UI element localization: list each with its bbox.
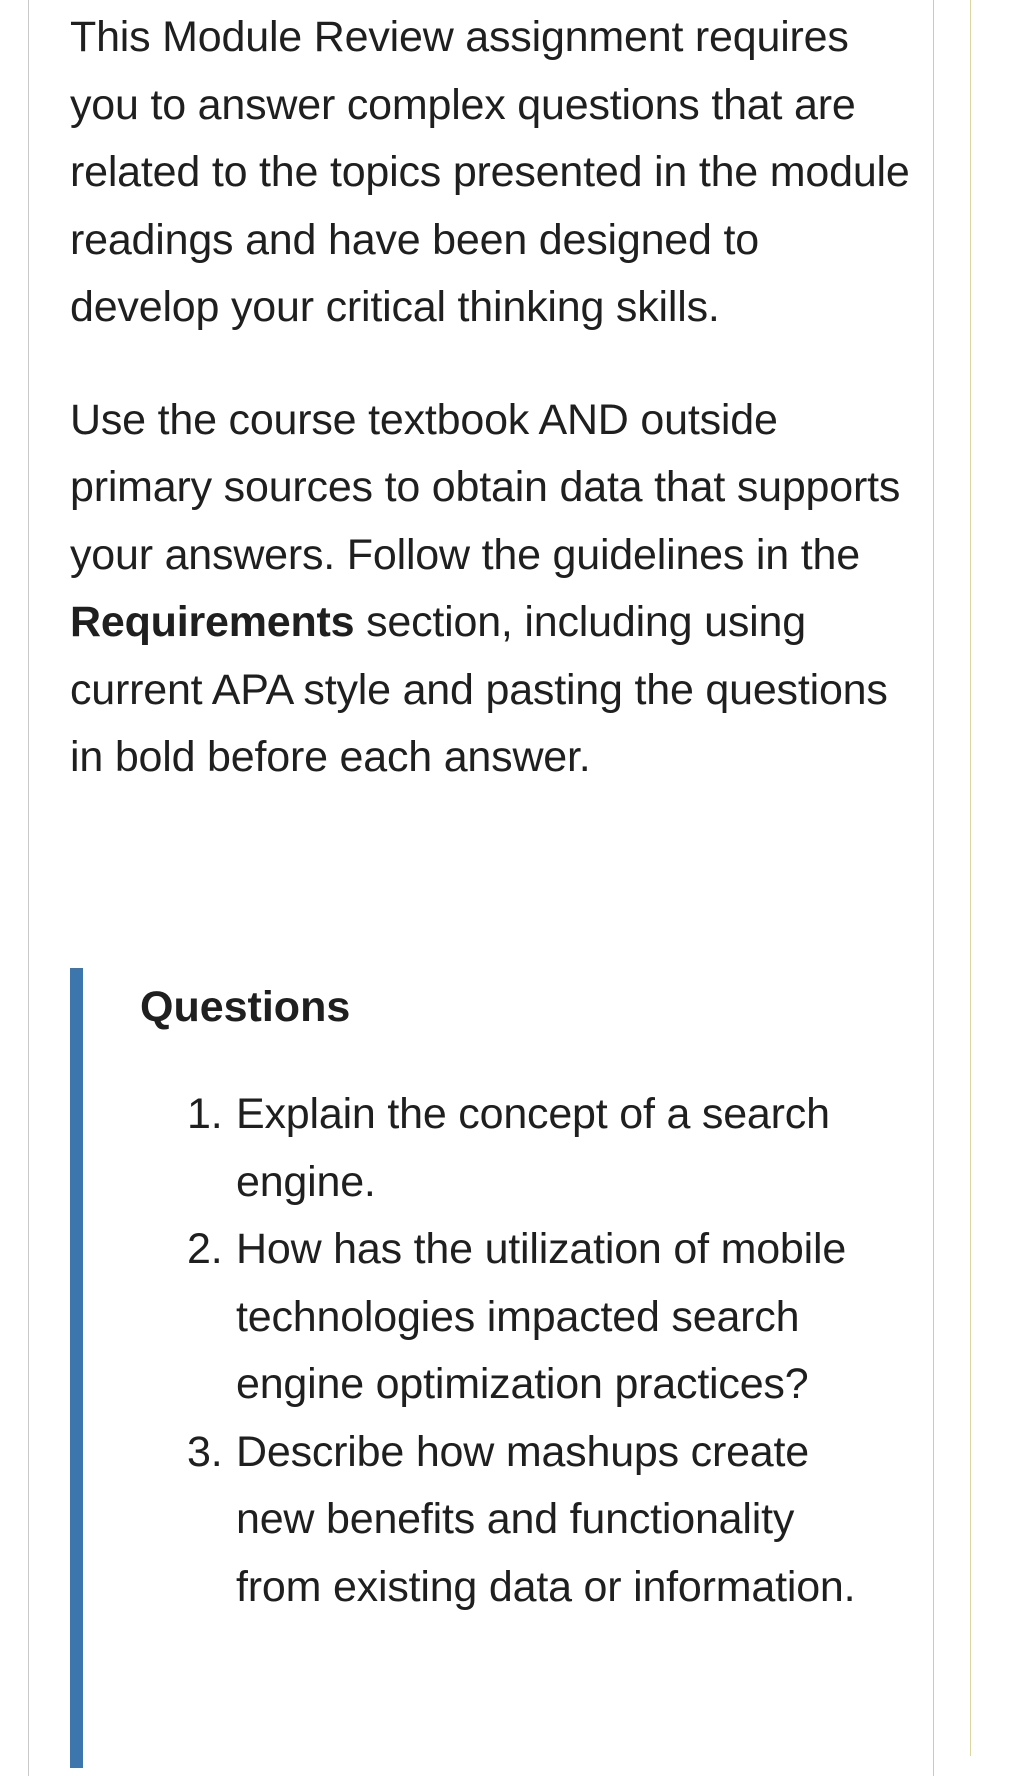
questions-list [187,1081,887,1621]
questions-heading: Questions [140,983,351,1031]
requirements-emphasis: Requirements [70,598,355,646]
intro-paragraph-2-text-b: section, including using current APA style and pasting the questions in bold before each answer. [70,598,888,781]
question-item [187,1419,887,1622]
intro-paragraph-1: This Module Review assignment requires you to answer complex questions that are related to the topics presented in the module readings and have been designed to develop your critical thinking skills. [70,13,910,331]
question-number: 1. [187,1090,223,1138]
question-text: Describe how mashups create new benefits and functionality from existing data or information. [236,1427,856,1611]
question-text: Explain the concept of a search engine. [236,1090,830,1206]
question-item [187,1081,887,1216]
page-edge-divider [970,0,971,1756]
question-text: How has the utilization of mobile technologies impacted search engine optimization practices? [236,1225,847,1408]
question-item [187,1216,887,1419]
intro-paragraph-2-text-a: Use the course textbook AND outside primary sources to obtain data that supports your answers. Follow the guidelines in the [70,395,901,579]
intro-paragraph-2 [70,387,910,792]
questions-blockquote [70,968,910,1768]
question-number: 3. [187,1427,223,1476]
assignment-intro [70,4,910,792]
question-number: 2. [187,1225,223,1273]
